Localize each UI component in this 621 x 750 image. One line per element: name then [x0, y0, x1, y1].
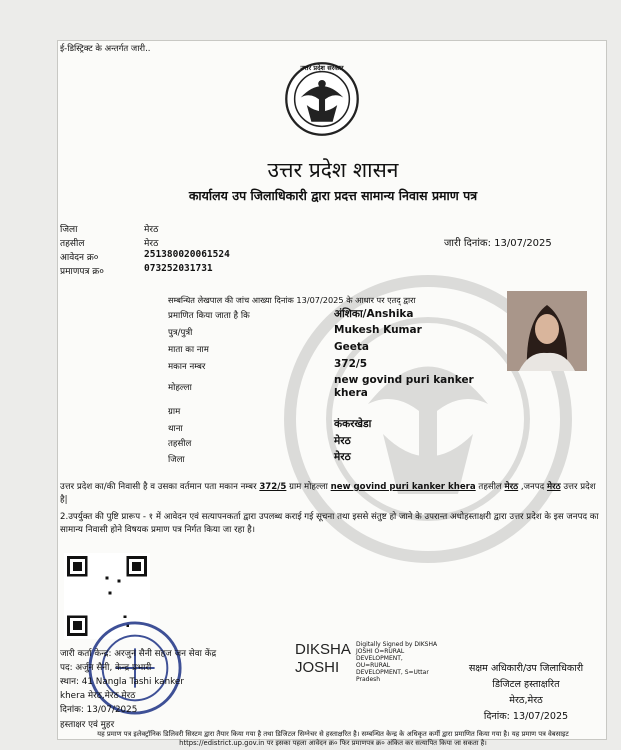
meta-label-district: जिला: [60, 225, 78, 235]
issuer-sign-label: हस्ताक्षर एवं मुहर: [60, 720, 115, 730]
meta-value-certificate-no: 073252031731: [144, 263, 213, 274]
field-label-house: मकान नम्बर: [168, 362, 206, 372]
field-label-certified: प्रमाणित किया जाता है कि: [168, 311, 250, 321]
field-label-mohalla: मोहल्ला: [168, 383, 192, 393]
field-label-district: जिला: [168, 455, 185, 465]
mohalla-underlined: new govind puri kanker khera: [330, 482, 476, 492]
field-value-mohalla: new govind puri kanker khera: [334, 374, 474, 399]
issuer-place: स्थान: 41 Nangla Tashi kanker: [60, 677, 184, 687]
authority-title: सक्षम अधिकारी/उप जिलाधिकारी: [468, 663, 584, 674]
district-underlined: मेरठ: [546, 482, 561, 492]
authority-digital: डिजिटल हस्ताक्षरित: [492, 679, 560, 690]
digital-signer-first: DIKSHA: [295, 641, 351, 658]
field-value-district: मेरठ: [334, 451, 351, 463]
meta-value-application-no: 251380020061524: [144, 249, 230, 260]
issuer-designation: पद: अर्जुन सैनी, केन्द्र प्रभारी: [60, 663, 152, 673]
meta-value-district: मेरठ: [144, 225, 159, 235]
field-value-parent: Mukesh Kumar: [334, 324, 422, 336]
field-value-tehsil: मेरठ: [334, 435, 351, 447]
field-label-tehsil: तहसील: [168, 439, 192, 449]
field-label-mother: माता का नाम: [168, 345, 209, 355]
field-value-police-station: कंकरखेडा: [334, 418, 372, 430]
issuer-address: khera मेरठ,मेरठ मेरठ: [60, 691, 136, 701]
intro-text: सम्बन्धित लेखपाल की जांच आख्या दिनांक 13/07/2025 के आधार पर एतद् द्वारा: [168, 295, 416, 305]
digital-signer-last: JOSHI: [295, 659, 340, 676]
up-govt-emblem-icon: [284, 61, 360, 137]
meta-label-tehsil: तहसील: [60, 239, 85, 249]
header-note: ई-डिस्ट्रिक्ट के अन्तर्गत जारी..: [60, 44, 151, 54]
page-subtitle: कार्यालय उप जिलाधिकारी द्वारा प्रदत्त सामान्य निवास प्रमाण पत्र: [188, 188, 478, 203]
footer-note: यह प्रमाण पत्र इलेक्ट्रॉनिक डिलिवरी सिस्टम द्वारा तैयार किया गया है तथा डिजिटल सिग्नेचर से हस्ताक्षरित है। सम्बन्धित केन्द्र के अधिकृत कर्मी द्वारा प्रमाणित किया गया है। यह प्रमाण पत्र वेबसाइट https://edistrict.up.gov.in पर इसका पहला आवेदन क्र० फिर प्रमाणपत्र क्र० अंकित कर सत्यापित किया जा सकता है।: [97, 730, 569, 747]
authority-place: मेरठ,मेरठ: [509, 695, 543, 706]
issuer-center: जारी कर्ता केन्द्र: अरजुन सैनी सहज जन सेवा केंद्र: [60, 649, 217, 659]
residence-paragraph: उत्तर प्रदेश का/की निवासी है व उसका वर्तमान पता मकान नम्बर 372/5 ग्राम मोहल्ला new govind puri kanker khera तहसील मेरठ ,जनपद मेरठ उत्तर प्रदेश है|: [60, 482, 596, 505]
house-number-underlined: 372/5: [259, 482, 287, 492]
meta-label-application-no: आवेदन क्र०: [60, 253, 99, 263]
field-value-mother: Geeta: [334, 341, 369, 353]
certificate-page: [57, 40, 607, 747]
tehsil-underlined: मेरठ: [504, 482, 519, 492]
page-title: उत्तर प्रदेश शासन: [267, 158, 399, 182]
authority-date: दिनांक: 13/07/2025: [483, 711, 569, 722]
field-label-parent: पुत्र/पुत्री: [168, 328, 193, 338]
issue-date: जारी दिनांक: 13/07/2025: [444, 238, 552, 249]
confirmation-paragraph: 2.उपर्युक्त की पुष्टि प्रारूप - १ में आवेदन एवं सत्यापनकर्ता द्वारा उपलब्ध कराई गई सूचना तथा इससे संतुष्ट हो जाने के उपरान्त अधोहस्ताक्षरी द्वारा उत्तर प्रदेश के इस जनपद का सामान्य निवासी होने विषयक प्रमाण पत्र निर्गत किया जा रहा है।: [60, 512, 599, 535]
meta-label-certificate-no: प्रमाणपत्र क्र०: [60, 267, 104, 277]
field-label-police-station: थाना: [168, 424, 183, 434]
applicant-photo: [507, 291, 587, 371]
meta-value-tehsil: मेरठ: [144, 239, 159, 249]
field-value-name: अंशिका/Anshika: [334, 308, 414, 320]
field-label-village: ग्राम: [168, 407, 181, 417]
emblem-text: उत्तर प्रदेश सरकार: [300, 64, 344, 72]
field-value-house: 372/5: [334, 358, 368, 370]
digital-signature-details: Digitally Signed by DIKSHA JOSHI O=RURAL DEVELOPMENT, OU=RURAL DEVELOPMENT, S=Uttar Pradesh: [356, 641, 438, 683]
issuer-date: दिनांक: 13/07/2025: [60, 705, 138, 715]
